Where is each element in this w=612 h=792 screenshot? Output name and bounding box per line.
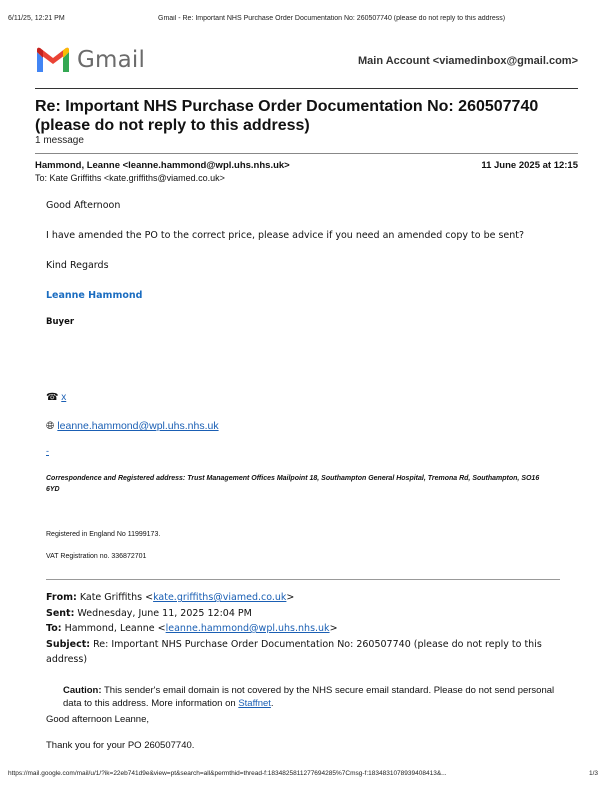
staffnet-link[interactable]: Staffnet [238,698,271,709]
print-title: Gmail - Re: Important NHS Purchase Order Documentation No: 260507740 (please do not reply to this address) [158,15,506,22]
gmail-logo[interactable] [35,46,145,74]
sender: Hammond, Leanne <leanne.hammond@wpl.uhs.nhs.uk> [35,160,290,171]
message-date: 11 June 2025 at 12:15 [481,160,578,171]
quoted-sent-value: Wednesday, June 11, 2025 12:04 PM [77,607,252,619]
globe-icon: 🌐︎ [46,420,55,432]
quoted-subject [46,637,566,668]
registration-number: Registered in England No 11999173. [46,531,161,538]
gmail-m-icon [35,46,71,74]
quoted-to-name: Hammond, Leanne < [64,623,166,634]
dash-link-text[interactable]: - [46,446,49,456]
message-count: 1 message [35,135,84,146]
quoted-to-email[interactable]: leanne.hammond@wpl.uhs.nhs.uk [165,623,330,634]
greeting: Good Afternoon [46,200,121,211]
phone-link[interactable]: x [61,392,67,403]
dash-link[interactable] [46,446,49,456]
signature-email-link[interactable]: leanne.hammond@wpl.uhs.nhs.uk [57,420,219,432]
print-datetime: 6/11/25, 12:21 PM [8,15,65,22]
quoted-from-email[interactable]: kate.griffiths@viamed.co.uk [153,592,287,603]
quoted-from [46,590,566,606]
address-label: Correspondence and Registered address: [46,475,186,482]
account-label: Main Account <viamedinbox@gmail.com> [358,55,578,67]
vat-number: VAT Registration no. 336872701 [46,553,147,560]
email-line [46,420,219,433]
body-text: I have amended the PO to the correct price, please advice if you need an amended copy to be sent? [46,230,525,241]
signature-name: Leanne Hammond [46,290,143,301]
caution-label: Caution: [63,685,102,696]
quoted-greeting: Good afternoon Leanne, [46,714,150,725]
quoted-to-end: > [329,623,338,634]
print-footer [8,770,604,779]
regards: Kind Regards [46,260,109,271]
quoted-to-label: To: [46,623,62,634]
caution-text: This sender's email domain is not covered by the NHS secure email standard. Please do not send personal data to this address. More information on [63,685,555,709]
phone-icon: ☎ [46,392,59,403]
message-divider [35,153,578,154]
gmail-wordmark: Gmail [77,47,146,73]
quoted-sent-label: Sent: [46,607,75,619]
phone-line [46,392,66,403]
quoted-subject-value: Re: Important NHS Purchase Order Documentation No: 260507740 (please do not reply to this address) [46,638,542,665]
footer-url: https://mail.google.com/mail/u/1/?ik=22eb741d9e&view=pt&search=all&permthid=thread-f:1834825811277694285%7Cmsg-f:1834831078939408413&... [8,770,447,777]
signature-role: Buyer [46,317,75,327]
quoted-from-name: Kate Griffiths < [79,592,154,603]
quoted-header [46,590,566,668]
quoted-subject-label: Subject: [46,638,91,650]
quoted-to [46,621,566,637]
thread-subject: Re: Important NHS Purchase Order Documentation No: 260507740 (please do not reply to this address) [35,98,539,134]
registered-address [46,473,546,495]
recipient: To: Kate Griffiths <kate.griffiths@viamed.co.uk> [35,173,225,183]
page-number: 1/3 [588,770,598,777]
quoted-thanks: Thank you for your PO 260507740. [46,740,195,751]
quote-divider [46,579,560,580]
caution-end: . [270,698,274,709]
address-value: Trust Management Offices Mailpoint 18, Southampton General Hospital, Tremona Rd, Southampton, SO16 6YD [46,475,540,493]
quoted-from-label: From: [46,592,77,603]
quoted-from-end: > [286,592,295,603]
caution-banner [63,684,563,710]
header-divider [35,88,578,89]
quoted-sent [46,606,566,622]
